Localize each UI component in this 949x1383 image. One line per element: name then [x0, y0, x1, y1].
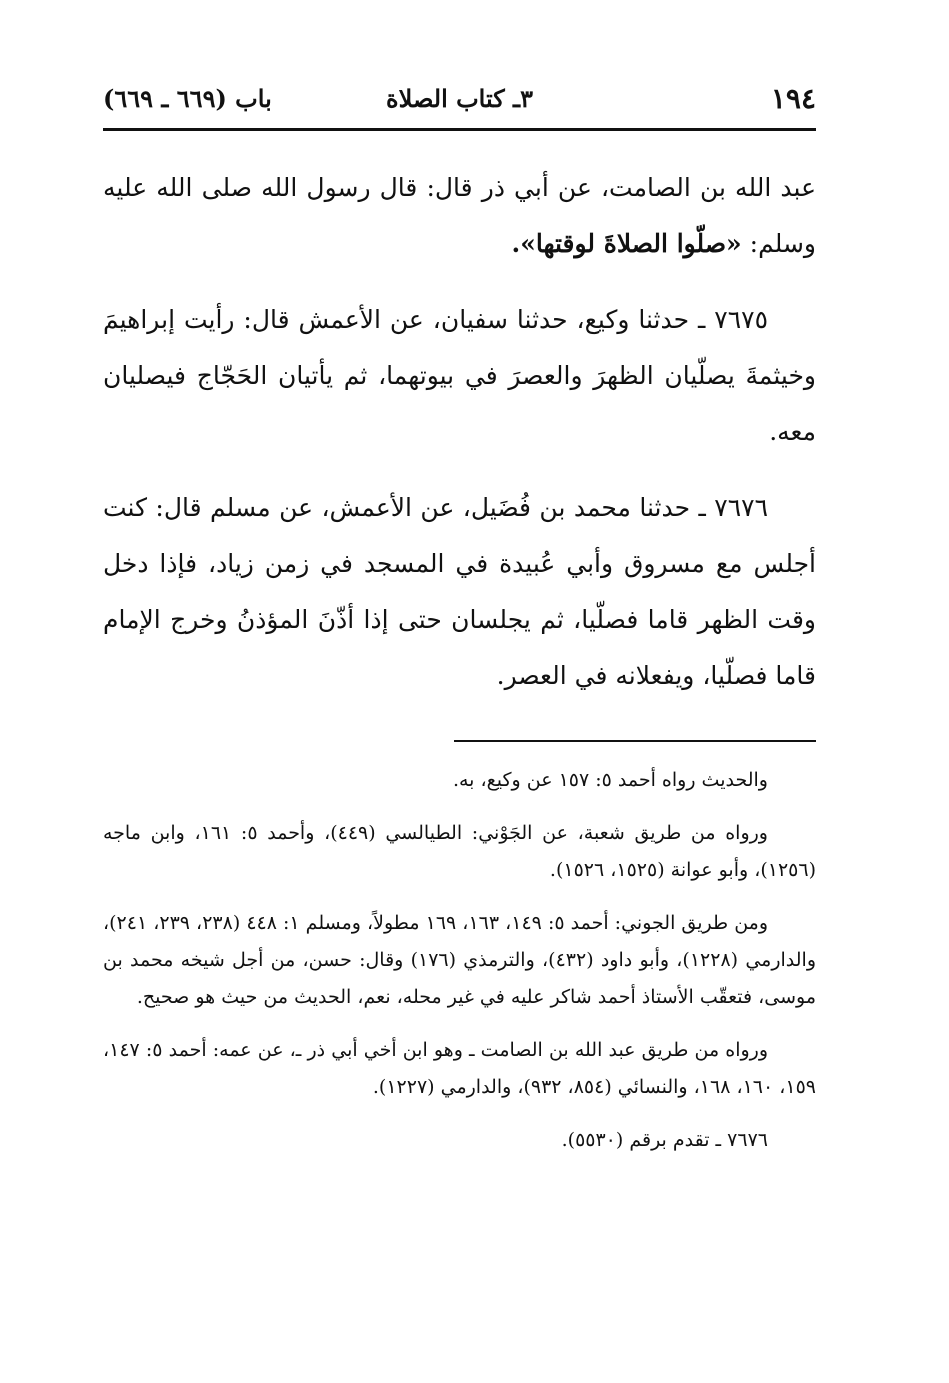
book-title: ٣ـ كتاب الصلاة	[386, 84, 533, 113]
main-text	[103, 160, 816, 724]
header-divider	[103, 128, 816, 131]
prophetic-quote: «صلّوا الصلاةَ لوقتها».	[511, 229, 742, 258]
footnote-1: والحديث رواه أحمد ٥: ١٥٧ عن وكيع، به.	[452, 769, 768, 791]
hadith-7676: ٧٦٧٦ ـ حدثنا محمد بن فُضَيل، عن الأعمش، عن مسلم قال: كنت أجلس مع مسروق وأبي عُبيدة في المسجد في زمن زياد، فإذا دخل وقت الظهر قاما فصلّيا، ثم يجلسان حتى إذا أذّنَ المؤذنُ وخرج الإمام قاما فصلّيا، ويفعلانه في العصر.	[103, 493, 816, 690]
continuation-paragraph	[103, 160, 816, 272]
continuation-text: عبد الله بن الصامت، عن أبي ذر قال: قال رسول الله صلى الله عليه وسلم:	[103, 173, 816, 258]
page-number: ١٩٤	[770, 82, 816, 115]
chapter-reference: باب (٦٦٩ ـ ٦٦٩)	[103, 84, 272, 113]
hadith-7675: ٧٦٧٥ ـ حدثنا وكيع، حدثنا سفيان، عن الأعمش قال: رأيت إبراهيمَ وخيثمةَ يصلّيان الظهرَ والعصرَ في بيوتهما، ثم يأتيان الحَجّاج فيصليان معه.	[103, 305, 816, 446]
footnote-2: ورواه من طريق شعبة، عن الجَوْني: الطيالسي (٤٤٩)، وأحمد ٥: ١٦١، وابن ماجه (١٢٥٦)، وأبو عوانة (١٥٢٥، ١٥٢٦).	[103, 822, 816, 881]
footnote-5: ٧٦٧٦ ـ تقدم برقم (٥٥٣٠).	[561, 1129, 768, 1151]
footnote-4: ورواه من طريق عبد الله بن الصامت ـ وهو ابن أخي أبي ذر ـ، عن عمه: أحمد ٥: ١٤٧، ١٥٩، ١٦٠، ١٦٨، والنسائي (٨٥٤، ٩٣٢)، والدارمي (١٢٢٧).	[103, 1039, 816, 1098]
footnote-3: ومن طريق الجوني: أحمد ٥: ١٤٩، ١٦٣، ١٦٩ مطولاً، ومسلم ١: ٤٤٨ (٢٣٨، ٢٣٩، ٢٤١)، والدارمي (١٢٢٨)، وأبو داود (٤٣٢)، والترمذي (١٧٦) وقال: حسن، من أجل شيخه محمد بن موسى، فتعقّب الأستاذ أحمد شاكر عليه في غير محله، نعم، الحديث من حيث هو صحيح.	[103, 912, 816, 1008]
running-header	[103, 78, 816, 122]
footnotes	[103, 762, 816, 1175]
footnote-divider	[454, 740, 816, 742]
